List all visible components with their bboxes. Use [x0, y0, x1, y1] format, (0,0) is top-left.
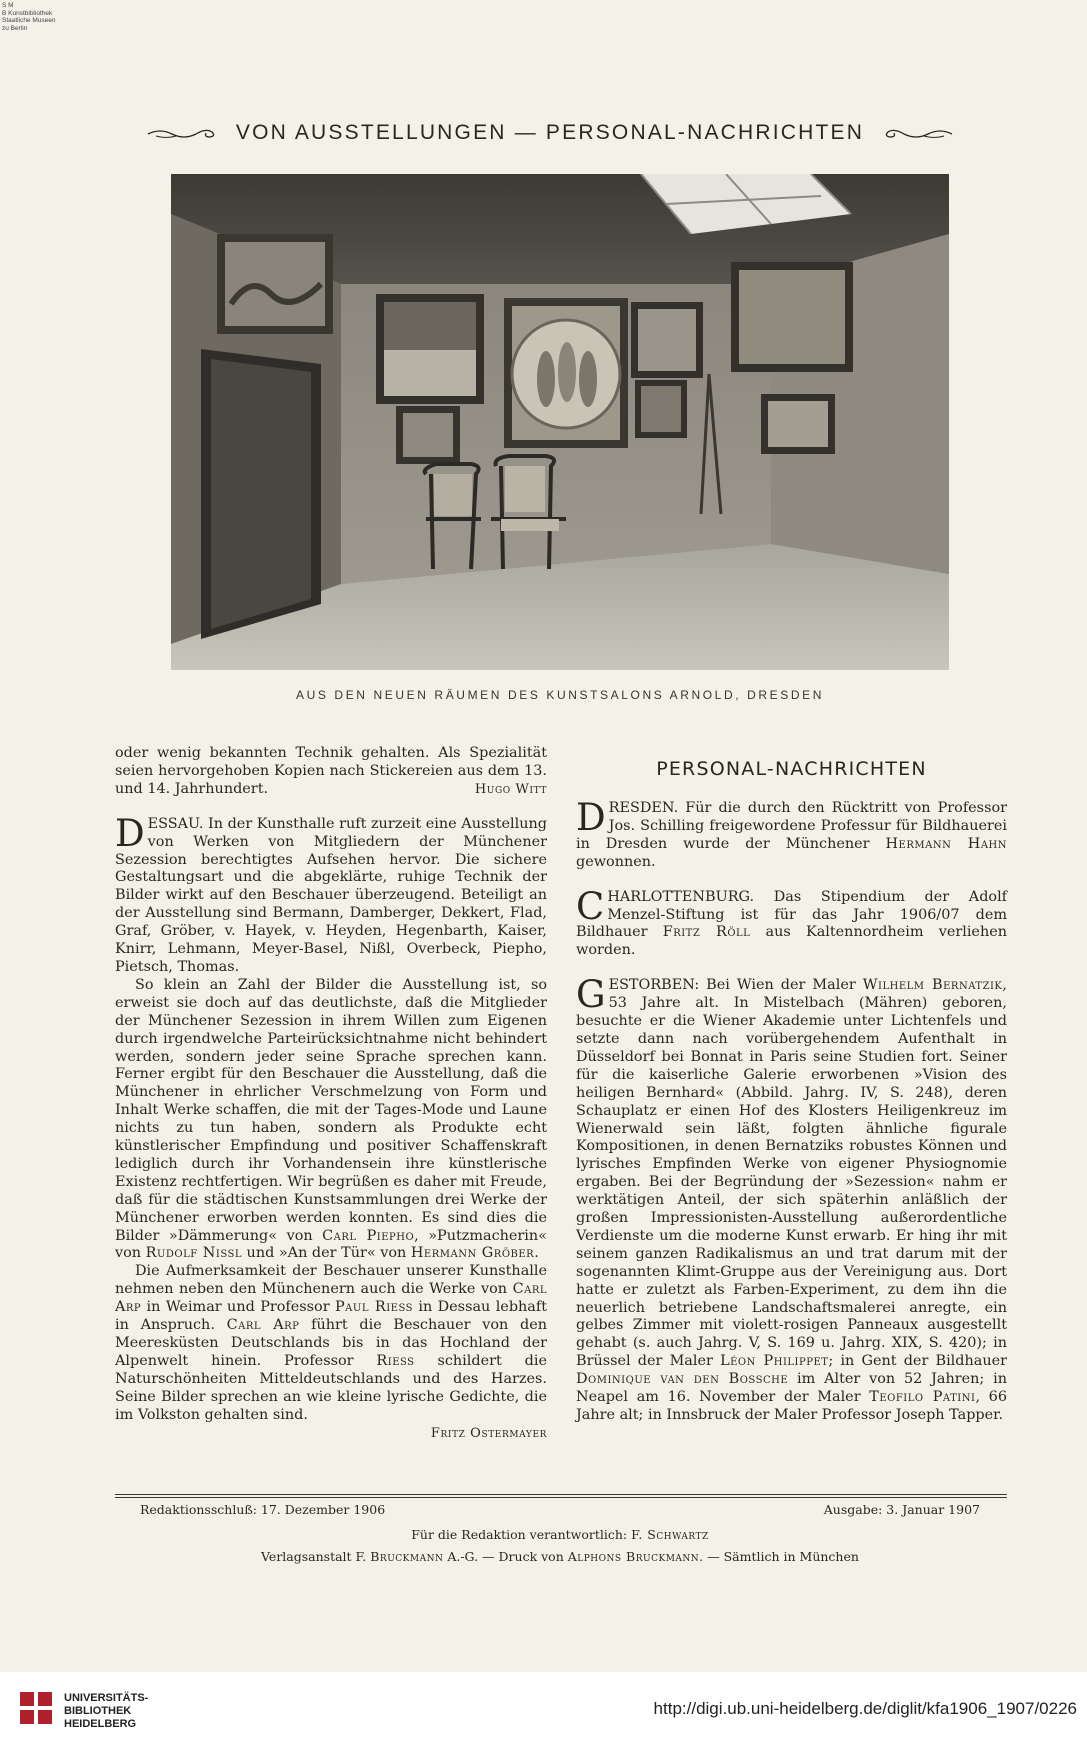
paragraph-dessau-3: [115, 1263, 547, 1424]
lead-word: RESDEN.: [608, 800, 679, 816]
stamp-line: Staatliche Museen: [2, 17, 56, 24]
library-stamp: [2, 2, 66, 32]
paragraph-technik: [115, 745, 547, 799]
paragraph-text: führt die Beschauer von den Meeresküsten Deutschlands bis in das Hochland der Alpenwelt hinein. Professor: [115, 1317, 547, 1369]
library-name-line: HEIDELBERG: [64, 1718, 137, 1730]
paragraph-gap: [576, 960, 1007, 977]
running-head: [120, 118, 980, 148]
paragraph-text: gewonnen.: [576, 853, 656, 870]
figure-caption: AUS DEN NEUEN RÄUMEN DES KUNSTSALONS ARNOLD, DRESDEN: [296, 688, 824, 702]
drop-cap: C: [576, 884, 605, 928]
paragraph-text: So klein an Zahl der Bilder die Ausstellung ist, so erweist sie doch auf das deutlichste, daß die Mitglieder der Münchener Sezession in ihrem Willen zum Eigenen durch irgendwelche Parteirücksichtnahme nicht behindert werden, sondern jeder seine Sprache sprechen kann. Ferner ergibt für den Beschauer die Ausstellung, daß die Münchener in ehrlicher Verschmelzung von Form und Inhalt Werke schaffen, die mit der Tages-Mode und Laune nichts zu tun haben, sondern als Produkte echt künstlerischer Empfindung und positiver Schaffenskraft lediglich durch ihr Vorhandensein ihre künstlerische Existenz rechtfertigen. Wir begrüßen es daher mit Freude, daß für die städtischen Kunstsammlungen drei Werke der Münchener erworben werden konnten. Es sind dies die Bilder »Dämmerung« von: [115, 976, 547, 1244]
permalink-url[interactable]: http://digi.ub.uni-heidelberg.de/diglit/kfa1906_1907/0226: [653, 1699, 1077, 1718]
artist-name: Paul Riess: [334, 1299, 413, 1316]
paragraph-text: Die Aufmerksamkeit der Beschauer unserer Kunsthalle nehmen neben den Münchenern auch die Werke von: [115, 1263, 547, 1298]
running-head-title: VON AUSSTELLUNGEN — PERSONAL-NACHRICHTEN: [235, 121, 865, 144]
footer-dates: [140, 1502, 980, 1518]
library-name-line: UNIVERSITÄTS-: [64, 1692, 149, 1704]
author-signature: Hugo Witt: [474, 781, 547, 797]
artist-name: Fritz Röll: [662, 924, 751, 941]
publisher-text: Verlagsanstalt F.: [261, 1549, 371, 1564]
lead-word: ESSAU.: [147, 815, 204, 832]
paragraph-dessau-2: [115, 977, 547, 1264]
redaktionsschluss: Redaktionsschluß: 17. Dezember 1906: [140, 1502, 386, 1517]
publisher-name: Bruckmann: [370, 1549, 444, 1564]
paragraph-dessau: [115, 811, 547, 977]
paragraph-gap: [115, 799, 547, 816]
paragraph-text: , 66 Jahre alt; in Innsbruck der Maler Professor Joseph Tapper.: [576, 1389, 1007, 1423]
drop-cap: D: [115, 811, 145, 855]
left-flourish-ornament: [146, 124, 220, 142]
artist-name: Dominique van den Bossche: [576, 1371, 789, 1388]
digitization-footer: [0, 1672, 1087, 1747]
footer-rule: [115, 1497, 1007, 1498]
paragraph-text: ; in Gent der Bildhauer: [828, 1353, 1008, 1370]
paragraph-charlottenburg: [576, 884, 1007, 961]
drop-cap: D: [576, 796, 606, 839]
artist-name: Carl Arp: [115, 1281, 547, 1316]
editor-label: Für die Redaktion verantwortlich:: [411, 1527, 632, 1542]
publisher-text: A.-G. — Druck von: [443, 1549, 568, 1564]
stamp-line: zu Berlin: [2, 24, 28, 32]
university-library-logo-icon: [20, 1692, 56, 1728]
artist-name: Carl Piepho: [322, 1227, 415, 1244]
footer-editor: [140, 1527, 980, 1542]
artist-name: Wilhelm Bernatzik: [862, 977, 1003, 994]
paragraph-text: , 53 Jahre alt. In Mistelbach (Mähren) geboren, besuchte er die Wiener Akademie unter Lichtenfels und setzte dann nach vorübergehendem Aufenthalt in Düsseldorf bei Bonnat in Paris seine Studien fort. Seiner für die kaiserliche Galerie erworbenen »Vision des heiligen Bernhard« (Abbild. Jahrg. IV, S. 248), deren Schauplatz er einen Hof des Klosters Heiligenkreuz im Wienerwald sein läßt, folgten ähnliche figurale Kompositionen, in denen Bernatziks robustes Können und lyrisches Empfinden Werke von eigener Physiognomie ergaben. Bei der Begründung der »Sezession« nahm er werktätigen Anteil, der sich späterhin anläßlich der großen Impressionisten-Ausstellung außerordentliche Verdienste um die moderne Kunst erwarb. Er hing ihr mit seinem ganzen Radikalismus an und trat darum mit der sogenannten Klimt-Gruppe aus der Vereinigung aus. Dort hatte er zuletzt als Farben-Experiment, zu dem ihn die neuerlich betriebene Landschaftsmalerei anregte, ein gelbes Zimmer mit violett-rosigen Panneaux ausgestellt gehabt (s. auch Jahrg. V, S. 169 u. Jahrg. XIX, S. 420); in Brüssel der Maler: [576, 977, 1007, 1370]
drop-cap: G: [576, 973, 606, 1017]
paragraph-text: aus Kaltennordheim verliehen worden.: [576, 924, 1007, 959]
paragraph-text: oder wenig bekannten Technik gehalten. Als Spezialität seien hervorgehoben Kopien nach Stickereien aus dem 13. und 14. Jahrhundert.: [115, 745, 547, 797]
lead-word: HARLOTTENBURG.: [607, 888, 755, 905]
footer-publisher: [140, 1549, 980, 1564]
footer-rule: [115, 1494, 1007, 1495]
paragraph-text: im Alter von 52 Jahren; in Neapel am 16. November der Maler: [576, 1371, 1007, 1406]
section-heading: PERSONAL-NACHRICHTEN: [656, 758, 927, 780]
artist-name: Riess: [376, 1352, 415, 1369]
publisher-text: . — Sämtlich in München: [699, 1549, 859, 1564]
paragraph-text: und »An der Tür« von: [241, 1245, 411, 1262]
paragraph-text: schildert die Naturschönheiten Mitteldeutschlands und des Harzes. Seine Bilder sprechen an wie kleine lyrische Gedichte, die im Volkston gehalten sind.: [115, 1352, 547, 1423]
gallery-photograph: [171, 174, 949, 670]
artist-name: Hermann Hahn: [885, 835, 1008, 852]
right-column: [576, 796, 1008, 1425]
stamp-line: B Kunstbibliothek: [2, 9, 53, 17]
artist-name: Hermann Gröber: [410, 1245, 535, 1262]
paragraph-text: in Weimar und Professor: [141, 1299, 335, 1316]
library-name: [64, 1692, 148, 1731]
paragraph-text: in Dessau lebhaft in Anspruch.: [115, 1299, 547, 1334]
stamp-line: S M: [2, 2, 14, 9]
paragraph-dresden: [576, 796, 1008, 872]
artist-name: Teofilo Patini: [869, 1389, 976, 1406]
lead-word: ESTORBEN:: [608, 977, 700, 994]
paragraph-gestorben: [576, 973, 1008, 1425]
paragraph-text: In der Kunsthalle ruft zurzeit eine Ausstellung von Werken von Mitgliedern der Münchener Sezession berechtigtes Aufsehen hervor. Die sichere Gestaltungsart und die abgeklärte, ruhige Technik der Bilder wirkt auf den Beschauer überzeugend. Beteiligt an der Ausstellung sind Bermann, Damberger, Dekkert, Flad, Graf, Gröber, v. Hayek, v. Heyden, Hegenbarth, Kaiser, Knirr, Lehmann, Meyer-Basel, Nißl, Overbeck, Piepho, Pietsch, Thomas.: [115, 815, 547, 975]
author-signature: Fritz Ostermayer: [430, 1425, 547, 1441]
library-name-line: BIBLIOTHEK: [64, 1705, 132, 1717]
paragraph-text: Bei Wien der Maler: [699, 977, 863, 994]
paragraph-text: .: [534, 1245, 539, 1262]
ausgabe-date: Ausgabe: 3. Januar 1907: [823, 1502, 980, 1517]
right-flourish-ornament: [880, 124, 954, 142]
paragraph-gap: [576, 872, 1007, 889]
artist-name: Carl Arp: [226, 1317, 300, 1334]
artist-name: Rudolf Nissl: [145, 1245, 242, 1262]
editor-name: F. Schwartz: [631, 1527, 709, 1542]
paragraph-text: Das Stipendium der Adolf Menzel-Stiftung ist für das Jahr 1906/07 dem Bildhauer: [576, 888, 1007, 941]
paragraph-text: Für die durch den Rücktritt von Professor Jos. Schilling freigewordene Professur für Bildhauerei in Dresden wurde der Münchener: [576, 800, 1007, 852]
printer-name: Alphons Bruckmann: [567, 1549, 700, 1564]
left-column: [115, 745, 547, 1442]
paragraph-text: , »Putzmacherin« von: [115, 1227, 547, 1262]
artist-name: Léon Philippet: [720, 1353, 829, 1370]
